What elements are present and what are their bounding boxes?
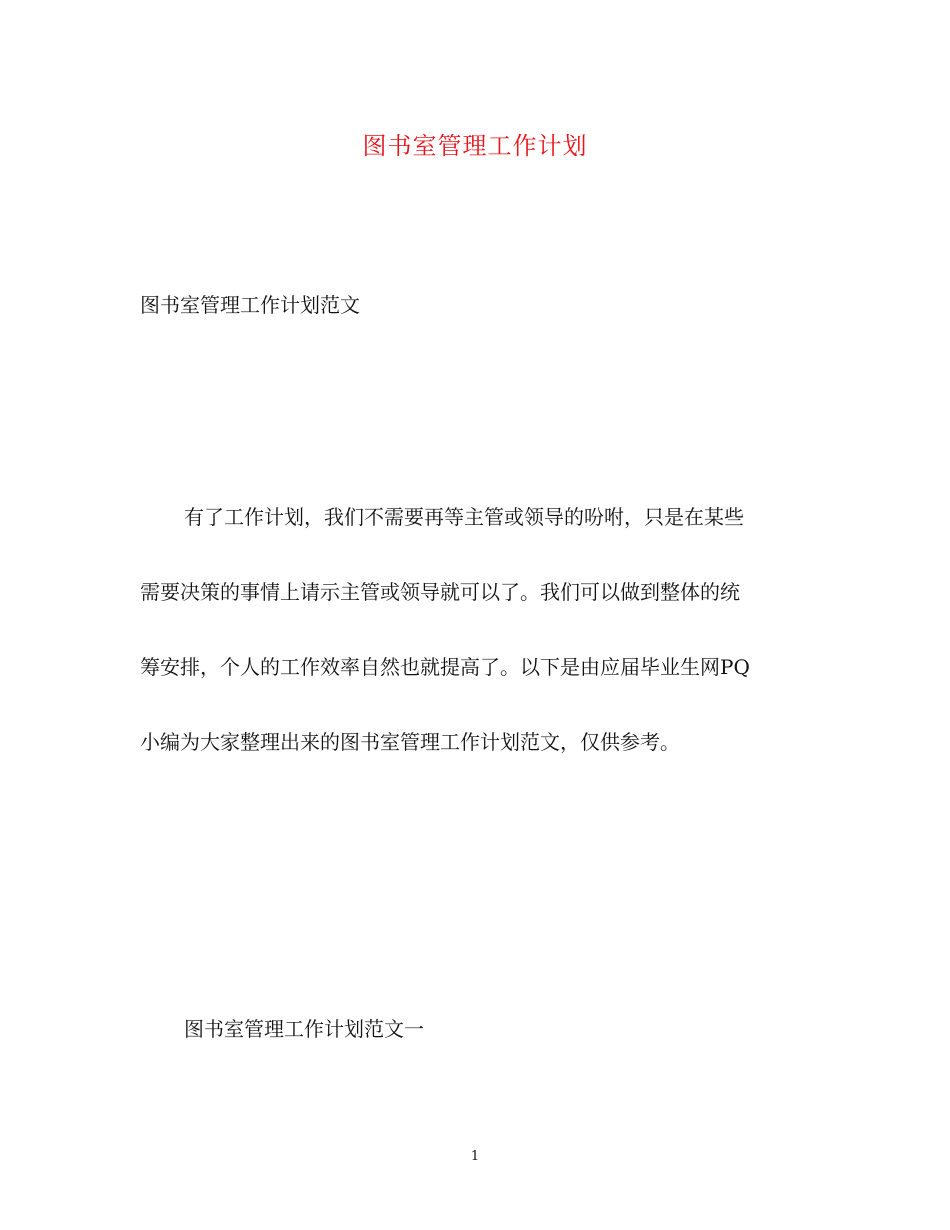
intro-line-3: 筹安排，个人的工作效率自然也就提高了。以下是由应届毕业生网PQ xyxy=(140,655,750,679)
section-heading: 图书室管理工作计划范文一 xyxy=(184,1017,424,1041)
intro-line-1: 有了工作计划，我们不需要再等主管或领导的吩咐，只是在某些 xyxy=(184,505,744,529)
document-title: 图书室管理工作计划 xyxy=(362,132,588,160)
page-number: 1 xyxy=(470,1149,480,1164)
intro-line-2: 需要决策的事情上请示主管或领导就可以了。我们可以做到整体的统 xyxy=(140,580,740,604)
intro-paragraph xyxy=(140,502,808,802)
intro-line-4: 小编为大家整理出来的图书室管理工作计划范文，仅供参考。 xyxy=(140,730,680,754)
document-subtitle: 图书室管理工作计划范文 xyxy=(140,293,360,317)
